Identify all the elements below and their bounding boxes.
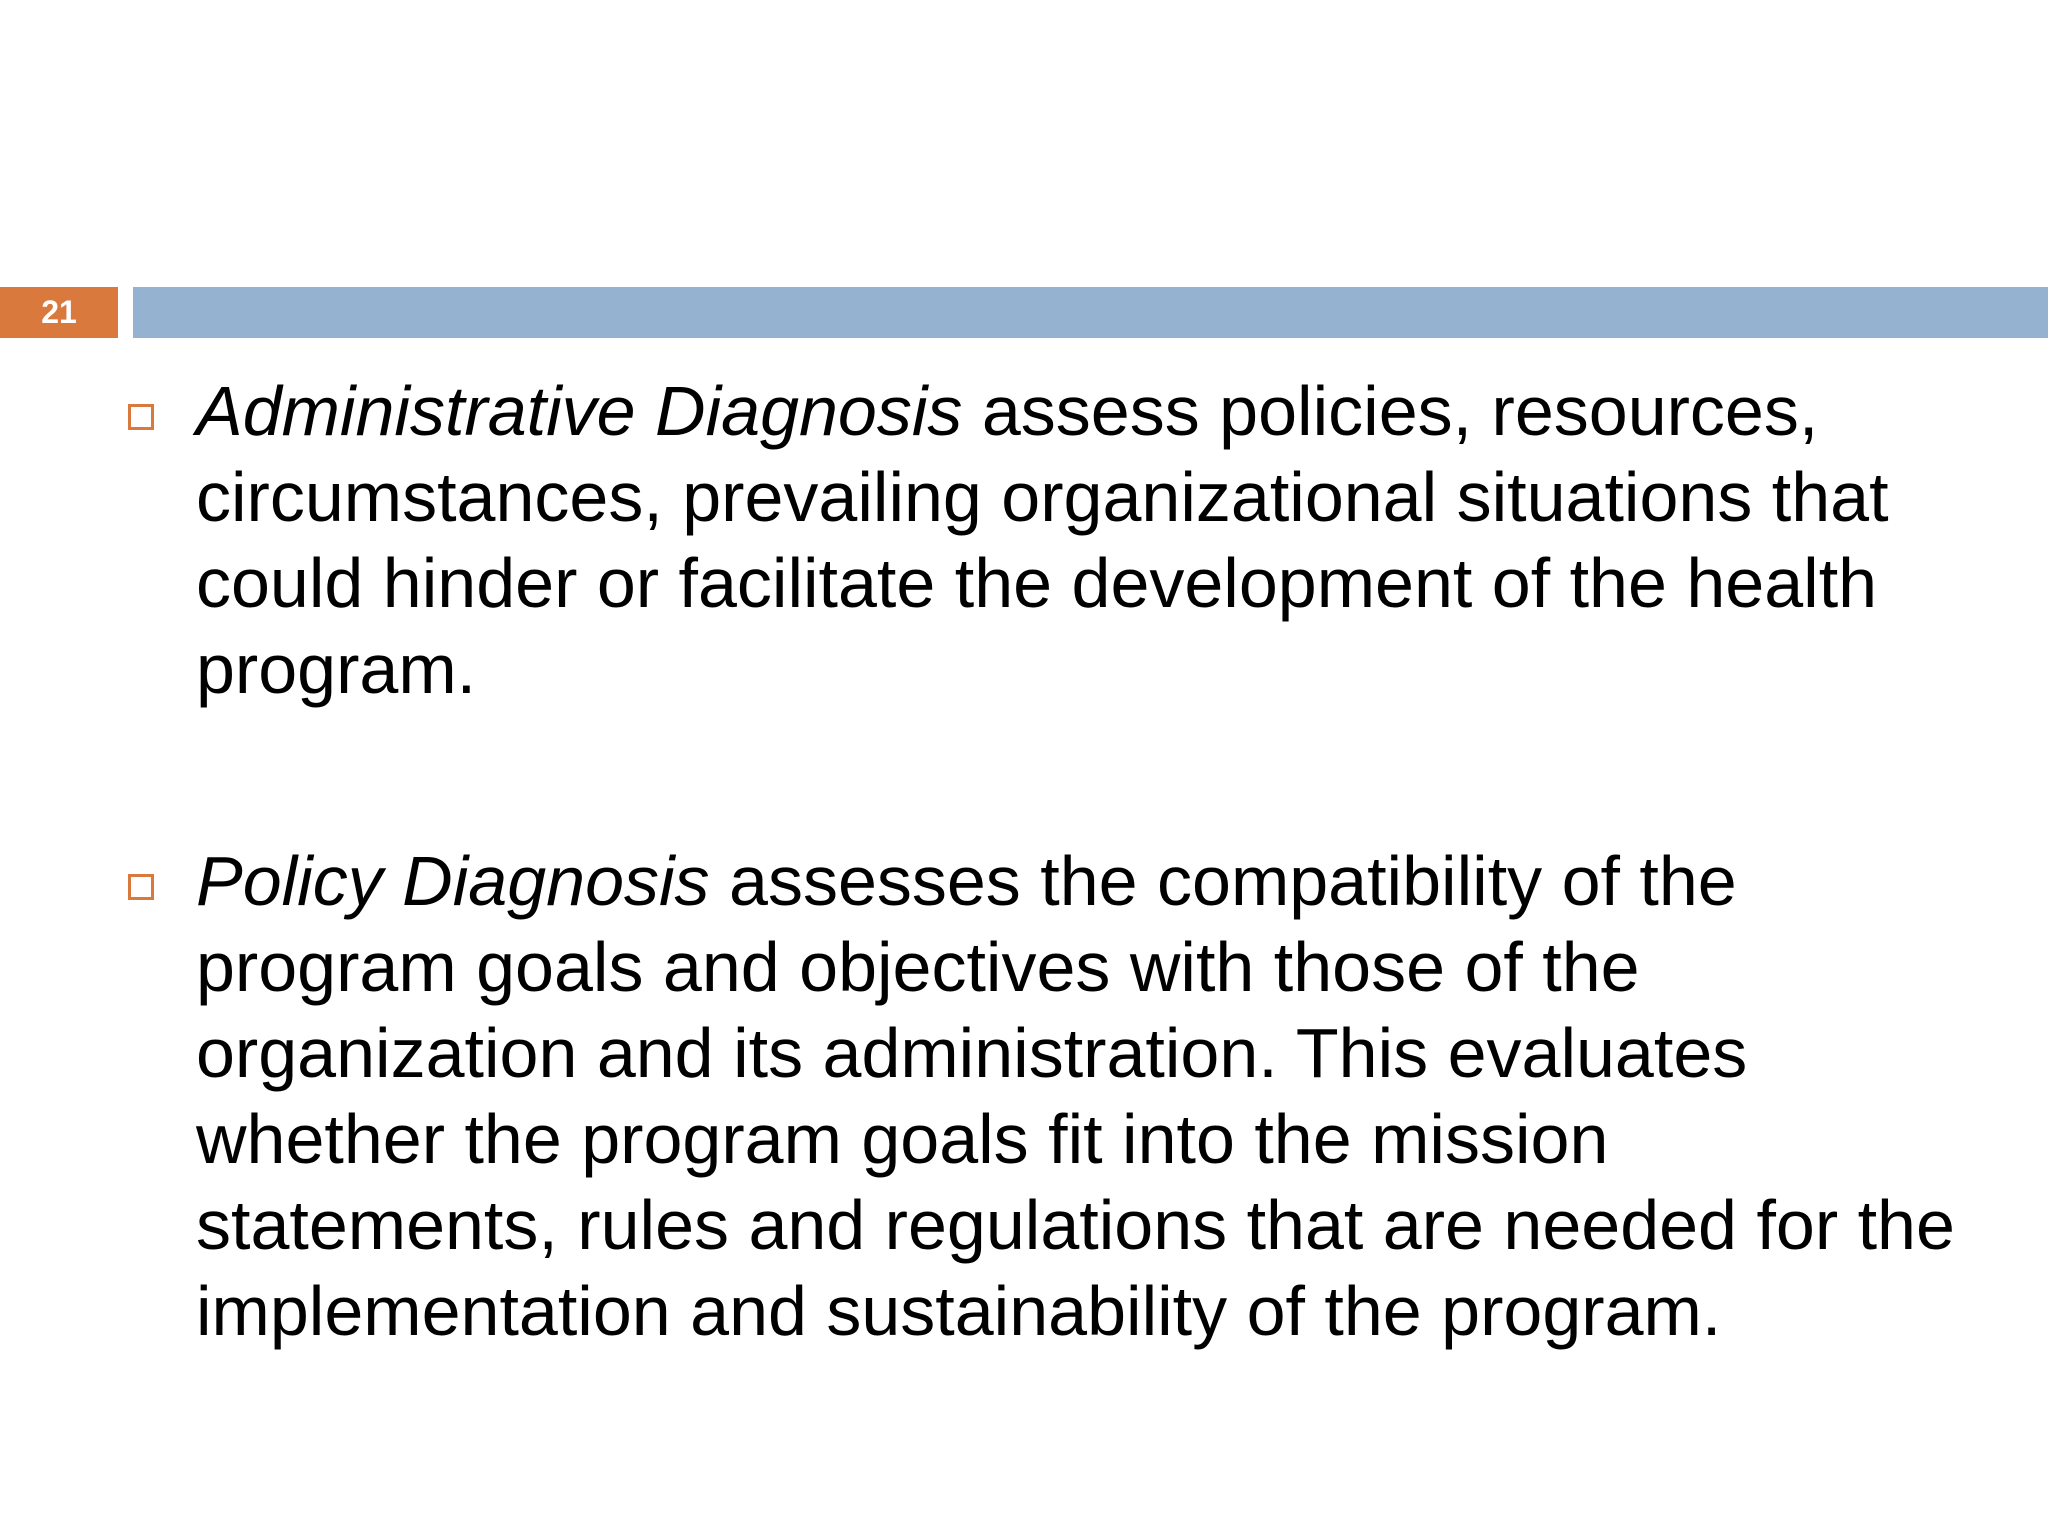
title-bar [133, 287, 2048, 338]
header-band [0, 287, 2048, 338]
square-bullet-icon [128, 874, 154, 900]
square-bullet-icon [128, 404, 154, 430]
slide-content [122, 368, 1982, 1354]
bullet-text: assess policies, resources, circumstances, prevailing organizational situations that could hinder or facilitate the development of the health program. [196, 372, 1889, 708]
bullet-item-administrative-diagnosis [122, 368, 1982, 712]
term-administrative-diagnosis: Administrative Diagnosis [196, 372, 963, 450]
bullet-text: assesses the compatibility of the program goals and objectives with those of the organization and its administration. This evaluates whether the program goals fit into the mission statements, rules and regulations that are needed for the implementation and sustainability of the program. [196, 842, 1955, 1350]
term-policy-diagnosis: Policy Diagnosis [196, 842, 710, 920]
page-number: 21 [0, 287, 118, 338]
bullet-item-policy-diagnosis [122, 838, 1982, 1354]
